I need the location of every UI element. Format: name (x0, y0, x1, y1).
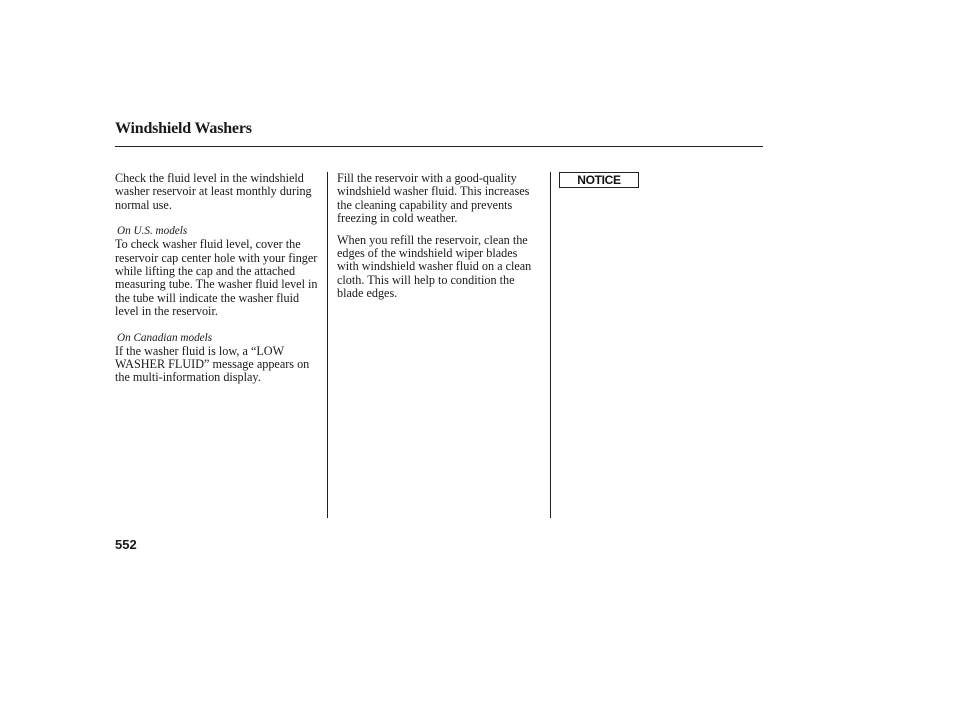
column-divider-1 (327, 172, 328, 518)
canadian-models-paragraph: If the washer fluid is low, a “LOW WASHER FLUID” message appears on the multi-information display. (115, 343, 310, 385)
page-title: Windshield Washers (115, 120, 252, 137)
refill-paragraph: Fill the reservoir with a good-quality windshield washer fluid. This increases the cleaning capability and prevents freezing in cold weather. (337, 171, 530, 226)
us-models-paragraph: To check washer fluid level, cover the reservoir cap center hole with your finger while lifting the cap and the attached measuring tube. The washer fluid level in the tube will indicate the washer fluid level in the reservoir. (115, 237, 318, 319)
column-2 (337, 172, 542, 301)
page-number: 552 (115, 537, 137, 552)
column-divider-2 (550, 172, 551, 518)
column-1 (115, 172, 318, 385)
wiper-cleaning-paragraph: When you refill the reservoir, clean the edges of the windshield wiper blades with windshield washer fluid on a clean cloth. This will help to condition the blade edges. (337, 232, 532, 301)
notice-label: NOTICE (559, 172, 639, 188)
us-models-heading: On U.S. models (117, 225, 188, 238)
canadian-models-heading: On Canadian models (117, 331, 213, 344)
intro-paragraph: Check the fluid level in the windshield washer reservoir at least monthly during normal use. (115, 171, 312, 212)
title-divider (115, 146, 763, 147)
